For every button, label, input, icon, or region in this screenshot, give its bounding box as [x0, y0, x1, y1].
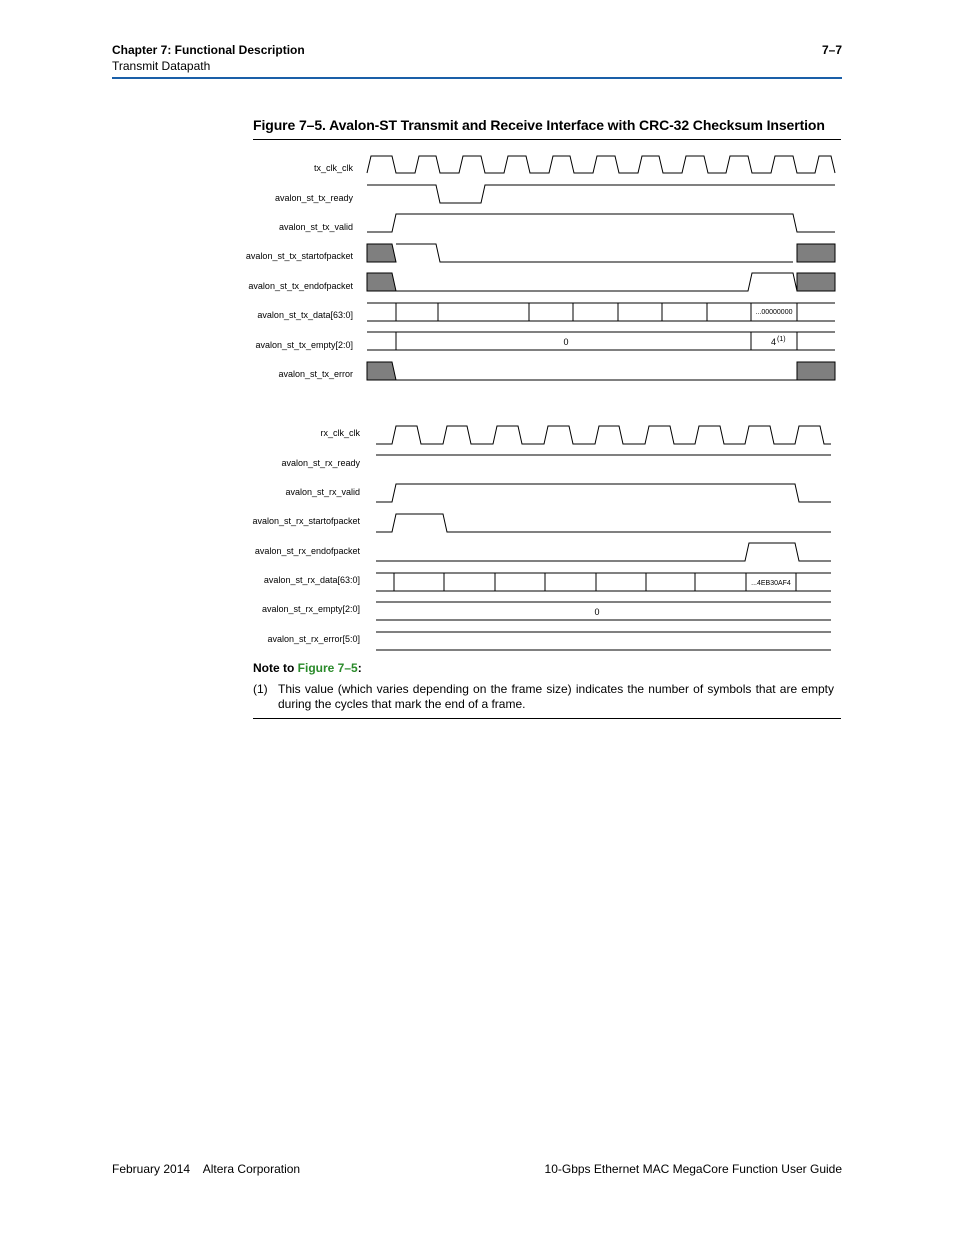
- note-text: This value (which varies depending on the frame size) indicates the number of symbols that are empty during the cycles that mark the end of a frame.: [278, 682, 834, 711]
- tx-sop-undefined-end: [797, 244, 835, 262]
- tx-signal-label: avalon_st_tx_ready: [274, 193, 353, 203]
- tx-sop-waveform: [396, 244, 793, 262]
- figure-title: Figure 7–5. Avalon-ST Transmit and Receive Interface with CRC-32 Checksum Insertion: [253, 117, 825, 133]
- rx-sop-waveform: [376, 514, 831, 532]
- rx-signal-label: avalon_st_rx_valid: [285, 487, 360, 497]
- tx-ready-waveform: [367, 185, 835, 203]
- tx-empty-value: 0: [563, 337, 569, 347]
- tx-error-undefined-end: [797, 362, 835, 380]
- footer-left: February 2014 Altera Corporation: [112, 1162, 301, 1176]
- rx-valid-waveform: [376, 484, 831, 502]
- tx-signal-label: avalon_st_tx_empty[2:0]: [255, 340, 353, 350]
- rx-empty-value: 0: [594, 607, 600, 617]
- tx-signal-label: tx_clk_clk: [313, 163, 353, 173]
- tx-signal-label: avalon_st_tx_valid: [278, 222, 353, 232]
- tx-clk-waveform: [367, 156, 835, 173]
- tx-signal-label: avalon_st_tx_data[63:0]: [257, 310, 353, 320]
- tx-error-undefined-start: [367, 362, 396, 380]
- rx-signal-label: avalon_st_rx_error[5:0]: [267, 634, 360, 644]
- rx-clk-waveform: [376, 426, 831, 444]
- rx-signal-label: avalon_st_rx_ready: [281, 458, 360, 468]
- rx-signal-label: avalon_st_rx_empty[2:0]: [261, 604, 360, 614]
- footer-right: 10-Gbps Ethernet MAC MegaCore Function User Guide: [544, 1162, 842, 1176]
- page-number: 7–7: [821, 43, 842, 57]
- tx-signal-label: avalon_st_tx_startofpacket: [245, 251, 353, 261]
- rx-eop-waveform: [376, 543, 831, 561]
- rx-signal-label: avalon_st_rx_startofpacket: [252, 516, 360, 526]
- note-heading: [253, 661, 362, 675]
- section-title: Transmit Datapath: [112, 59, 211, 73]
- rx-error-bus: [376, 632, 831, 650]
- tx-eop-undefined-end: [797, 273, 835, 291]
- tx-eop-waveform: [396, 273, 797, 291]
- tx-data-last-value: ...00000000: [755, 309, 793, 316]
- tx-empty-note-ref: (1): [777, 336, 786, 343]
- rx-signal-label: rx_clk_clk: [320, 428, 360, 438]
- rx-signal-label: avalon_st_rx_endofpacket: [254, 546, 360, 556]
- tx-empty-last-value: 4: [770, 337, 776, 347]
- rx-empty-bus: [376, 602, 831, 620]
- note-heading-prefix: Note to: [253, 661, 298, 675]
- rx-data-last-value: ...4EB30AF4: [751, 580, 791, 587]
- note-bottom-rule: [253, 718, 841, 719]
- tx-valid-waveform: [367, 214, 835, 232]
- note-heading-suffix: :: [357, 661, 362, 675]
- tx-sop-undefined-start: [367, 244, 396, 262]
- tx-empty-bus: [367, 332, 835, 350]
- note-number: (1): [253, 682, 268, 696]
- chapter-title: Chapter 7: Functional Description: [112, 43, 305, 57]
- tx-eop-undefined-start: [367, 273, 396, 291]
- figure-link[interactable]: Figure 7–5: [297, 661, 358, 675]
- tx-signal-label: avalon_st_tx_endofpacket: [248, 281, 353, 291]
- tx-signal-label: avalon_st_tx_error: [278, 369, 353, 379]
- rx-signal-label: avalon_st_rx_data[63:0]: [263, 575, 360, 585]
